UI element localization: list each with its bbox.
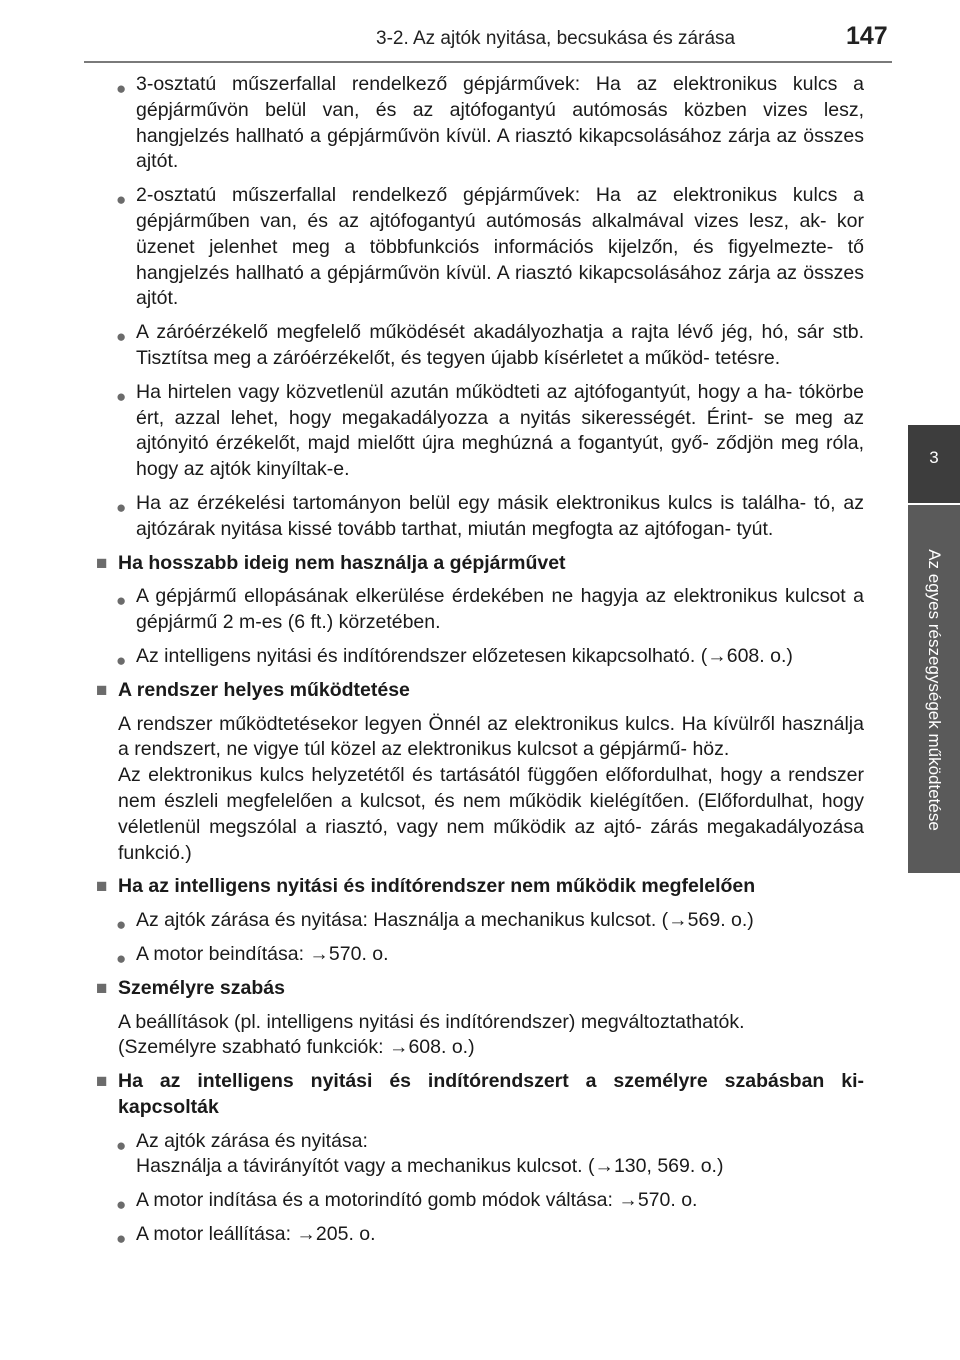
bullet-text: 2-osztatú műszerfallal rendelkező gépjárművek: Ha az elektronikus kulcs a gépjárműben van, és az ajtófogantyú autómosás alkalmával vizes lesz, ak- kor üzenet jelenhet meg a többfunkciós információs kijelzőn, és figyelmezte- tő hangjelzés hallható a gépjárművön kívül. A riasztó kikapcsolásához zárja az összes ajtót. (136, 184, 864, 310)
bullet-text: Az intelligens nyitási és indítórendszer előzetesen kikapcsolható. (→608. o.) (136, 644, 793, 667)
list-item (96, 491, 864, 543)
section-heading-text: Ha hosszabb ideig nem használja a gépjárművet (118, 551, 566, 574)
bullet-text: Használja a távirányítót vagy a mechanikus kulcsot. (→130, 569. o.) (136, 1155, 724, 1178)
page-body (96, 72, 864, 1256)
page-number: 147 (846, 22, 888, 50)
chapter-label: Az egyes részegységek működtetése (925, 549, 944, 831)
bullet-text: Ha hirtelen vagy közvetlenül azután működteti az ajtófogantyút, hogy a ha- tókörbe ért, azzal lehet, hogy megakadályozza a nyitás sikerességét. Érint- se meg az ajtónyitó érzékelőt, majd mielőtt újra meghúzná a fogantyút, győ- ződjön meg róla, hogy az ajtók kinyíltak-e. (136, 380, 864, 481)
section-heading (96, 1069, 864, 1121)
bullet-icon: ● (116, 915, 127, 935)
section-heading (96, 551, 864, 577)
bullet-text: 3-osztatú műszerfallal rendelkező gépjárművek: Ha az elektronikus kulcs a gépjárművön belül van, és az ajtófogantyú autómosás közben vizes lesz, hangjelzés hallható a gépjárművön kívül. A riasztó kikapcsolásához zárja az összes ajtót. (136, 73, 864, 173)
list-item (96, 1129, 864, 1181)
bullet-text: Ha az érzékelési tartományon belül egy másik elektronikus kulcs is találha- tó, az ajtózárak nyitása kissé tovább tarthat, miután megfogta az ajtófogan- tyút. (136, 491, 864, 540)
list-item (96, 183, 864, 312)
bullet-text: A motor beindítása: →570. o. (136, 942, 389, 965)
list-item (96, 72, 864, 175)
bullet-icon: ● (116, 650, 127, 670)
list-item (96, 1188, 864, 1214)
list-item (96, 644, 864, 670)
square-bullet-icon: ■ (96, 1071, 108, 1093)
bullet-icon: ● (116, 1195, 127, 1215)
bullet-icon: ● (116, 190, 127, 210)
square-bullet-icon: ■ (96, 977, 108, 999)
section-heading (96, 976, 864, 1002)
bullet-text: A záróérzékelő megfelelő működését akadályozhatja a rajta lévő jég, hó, sár stb. Tisztítsa meg a záróérzékelőt, és tegyen újabb kísérletet a működ- tetésre. (136, 321, 864, 369)
bullet-text: A motor leállítása: →205. o. (136, 1223, 376, 1246)
list-item (96, 320, 864, 372)
bullet-icon: ● (116, 1229, 127, 1249)
paragraph-text: A rendszer működtetésekor legyen Önnél az elektronikus kulcs. Ha kívülről használja a rendszert, ne vigye túl közel az elektronikus kulcsot a gépjármű- höz. (118, 712, 864, 761)
bullet-icon: ● (116, 1135, 127, 1155)
bullet-icon: ● (116, 948, 127, 968)
bullet-text: Az ajtók zárása és nyitása: Használja a mechanikus kulcsot. (→569. o.) (136, 909, 754, 932)
square-bullet-icon: ■ (96, 552, 108, 574)
paragraph-text: A beállítások (pl. intelligens nyitási és indítórendszer) megváltoztathatók. (118, 1010, 745, 1033)
list-item (96, 908, 864, 934)
paragraph-text: (Személyre szabható funkciók: →608. o.) (118, 1036, 475, 1059)
bullet-icon: ● (116, 79, 127, 98)
bullet-icon: ● (116, 386, 127, 406)
section-heading (96, 874, 864, 900)
bullet-icon: ● (116, 497, 127, 517)
running-header: 3-2. Az ajtók nyitása, becsukása és zárása (376, 28, 736, 49)
section-heading (96, 678, 864, 704)
list-item (96, 942, 864, 968)
section-heading-text: Személyre szabás (118, 976, 285, 999)
list-item (96, 1222, 864, 1248)
paragraph (96, 712, 864, 867)
section-heading-text: A rendszer helyes működtetése (118, 678, 410, 701)
header-divider (84, 61, 892, 63)
bullet-icon: ● (116, 591, 127, 611)
section-heading-text: Ha az intelligens nyitási és indítórendszer nem működik megfelelően (118, 875, 756, 898)
list-item (96, 380, 864, 483)
bullet-text: A gépjármű ellopásának elkerülése érdekében ne hagyja az elektronikus kulcsot a gépjármű 2 m-es (6 ft.) körzetében. (136, 585, 864, 634)
list-item (96, 584, 864, 636)
square-bullet-icon: ■ (96, 679, 108, 701)
paragraph-text: Az elektronikus kulcs helyzetétől és tartásától függően előfordulhat, hogy a rendszer nem észleli megfelelően a kulcsot, és nem működik kielégítően. (Előfordulhat, hogy véletlenül megszólal a riasztó, vagy nem működik az ajtó- zárás megakadályozása funkció.) (118, 764, 864, 864)
chapter-number: 3 (929, 448, 939, 467)
paragraph (96, 1010, 864, 1062)
bullet-text: Az ajtók zárása és nyitása: (136, 1129, 368, 1152)
bullet-text: A motor indítása és a motorindító gomb módok váltása: →570. o. (136, 1189, 698, 1212)
section-heading-text: Ha az intelligens nyitási és indítórendszert a személyre szabásban ki- kapcsolták (118, 1070, 864, 1118)
bullet-icon: ● (116, 327, 127, 347)
square-bullet-icon: ■ (96, 876, 108, 898)
